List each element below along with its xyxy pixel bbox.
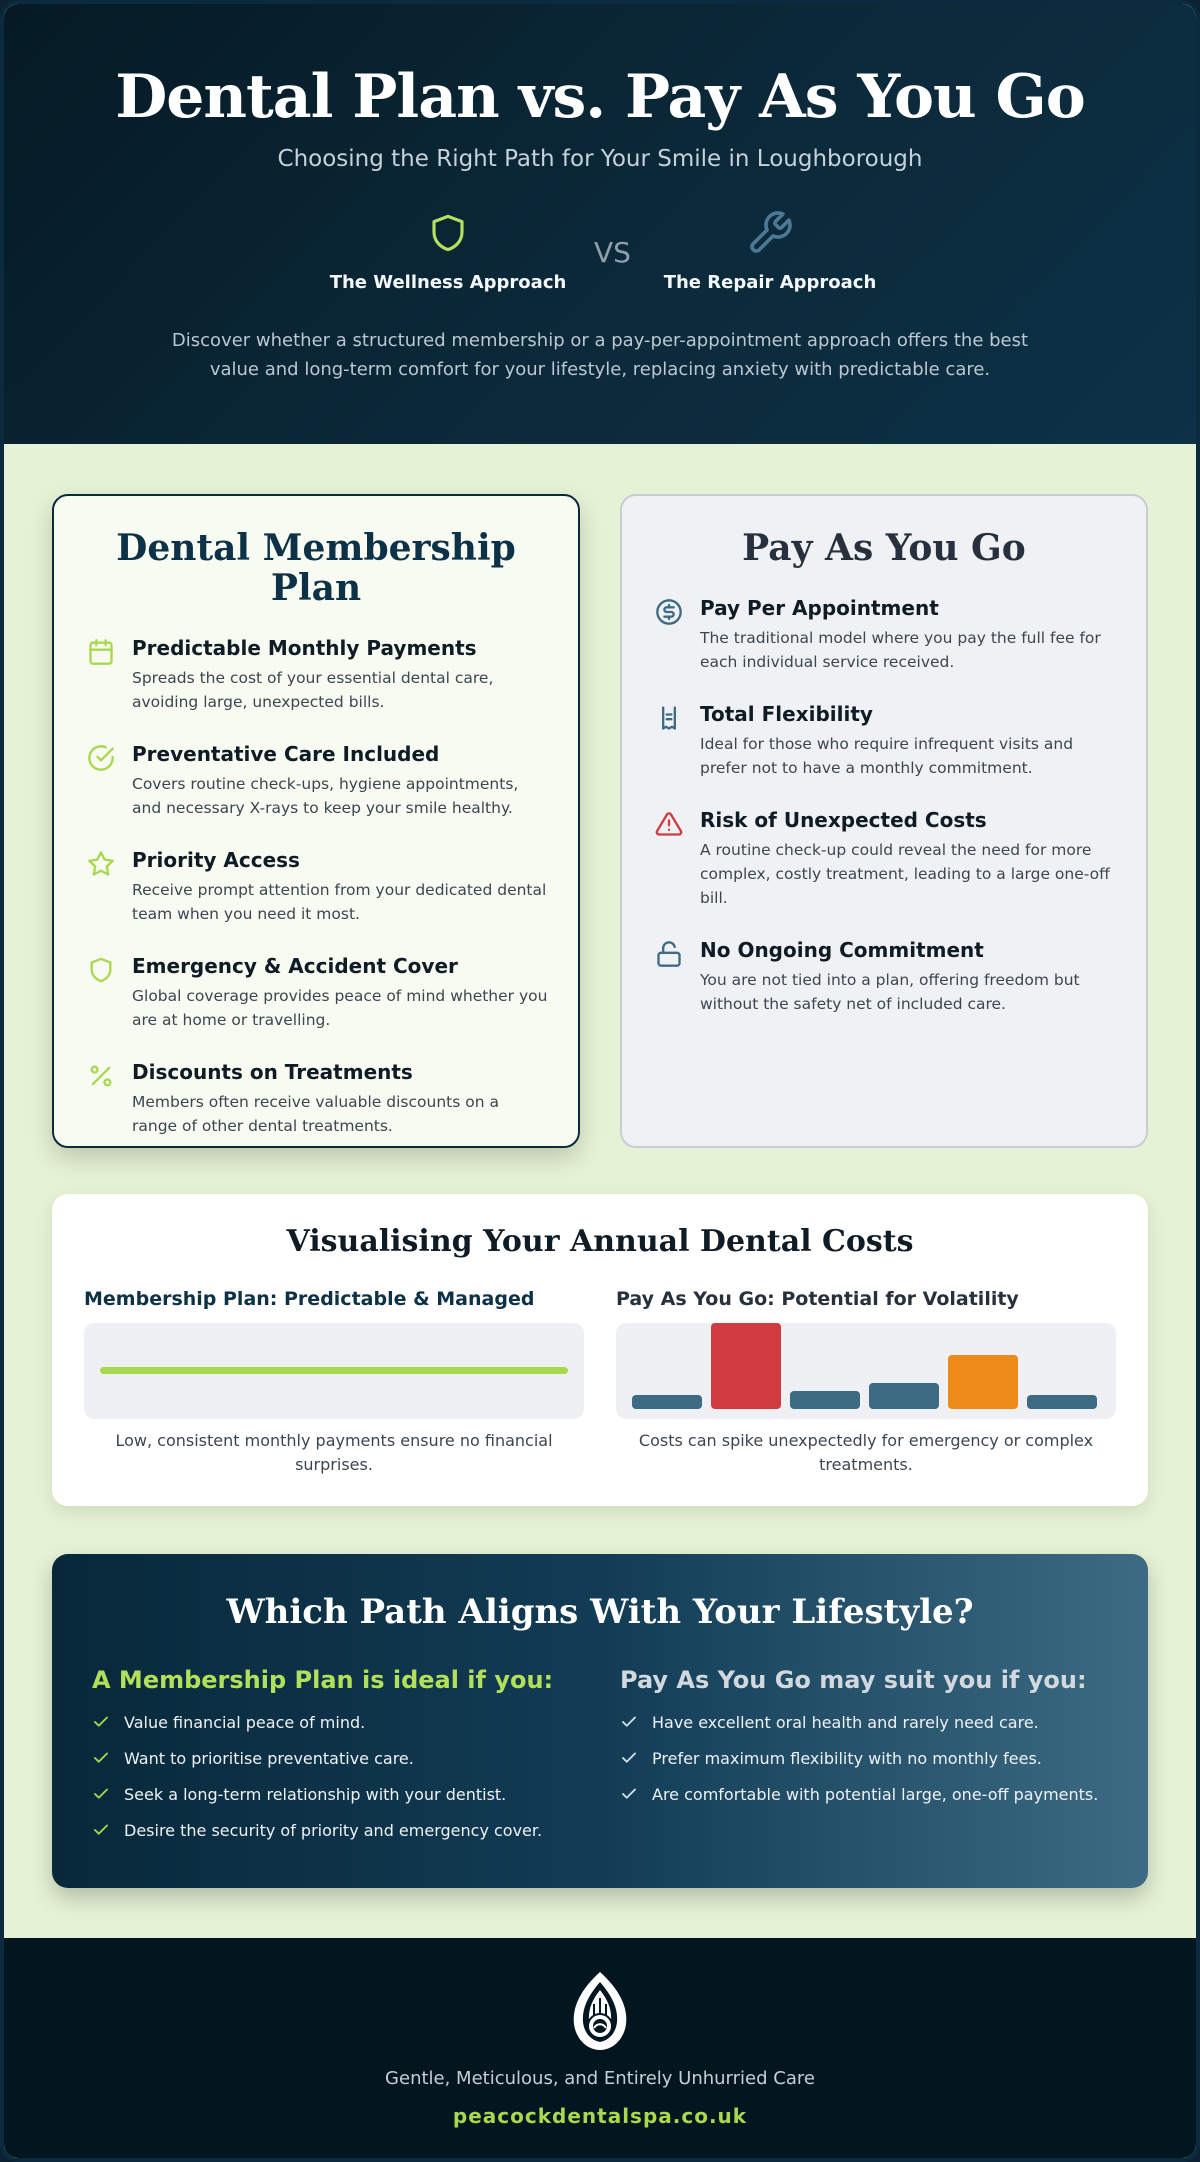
list-item-text: Desire the security of priority and emergency cover. [124,1820,543,1840]
membership-cost-desc: Low, consistent monthly payments ensure no financial surprises. [115,1431,553,1474]
footer [4,1938,1196,2162]
repair-approach [640,208,900,293]
list-item-text: Have excellent oral health and rarely need care. [652,1712,1039,1732]
feature-desc: You are not tied into a plan, offering freedom but without the safety net of included care. [700,971,1080,1013]
annual-costs-panel [52,1194,1148,1506]
feature-desc: Members often receive valuable discounts on a range of other dental treatments. [132,1093,499,1135]
list-item-text: Are comfortable with potential large, one-off payments. [652,1784,1099,1804]
footer-tagline: Gentle, Meticulous, and Entirely Unhurried Care [385,2068,815,2089]
page-title: Dental Plan vs. Pay As You Go [115,62,1085,132]
payg-card-title: Pay As You Go [742,527,1026,569]
costs-title: Visualising Your Annual Dental Costs [286,1224,914,1259]
payg-cost-graphic [616,1323,1116,1419]
feature-title: Pay Per Appointment [700,596,939,620]
feature-title: Priority Access [132,848,300,872]
website-link[interactable]: peacockdentalspa.co.uk [452,2104,748,2128]
list-item [92,1704,592,1740]
payg-cost-title: Pay As You Go: Potential for Volatility [616,1288,1019,1310]
feature-title: Emergency & Accident Cover [132,954,458,978]
feature-title: No Ongoing Commitment [700,938,984,962]
check-icon [92,1785,110,1803]
cost-bar [790,1391,860,1409]
feature-title: Predictable Monthly Payments [132,636,477,660]
list-item-text: Value financial peace of mind. [124,1712,366,1732]
check-icon [620,1749,638,1767]
receipt-icon [655,704,683,732]
feature-item [84,636,548,714]
star-icon [87,850,115,878]
feature-item [652,702,1116,780]
feature-item [84,1060,548,1138]
feature-desc: A routine check-up could reveal the need for more complex, costly treatment, leading to a large one-off bill. [700,841,1110,907]
cost-bar [632,1395,702,1409]
membership-cost-column [84,1288,584,1477]
feature-item [84,848,548,926]
lifestyle-title: Which Path Aligns With Your Lifestyle? [226,1592,974,1632]
feature-item [84,954,548,1032]
shield-icon [87,956,115,984]
check-icon [92,1749,110,1767]
membership-suitability-title: A Membership Plan is ideal if you: [92,1666,554,1694]
repair-approach-label: The Repair Approach [663,272,877,293]
page-subtitle: Choosing the Right Path for Your Smile in Loughborough [277,146,923,172]
list-item [620,1740,1140,1776]
list-item-text: Prefer maximum flexibility with no monthly fees. [652,1748,1042,1768]
vs-label: VS [594,236,631,269]
membership-cost-title: Membership Plan: Predictable & Managed [84,1288,535,1310]
feature-desc: Covers routine check-ups, hygiene appointments, and necessary X-rays to keep your smile healthy. [132,775,519,817]
payg-card [620,494,1148,1148]
feature-desc: The traditional model where you pay the full fee for each individual service received. [700,629,1101,671]
check-icon [620,1713,638,1731]
payg-suitability-title: Pay As You Go may suit you if you: [620,1666,1087,1694]
list-item [620,1704,1140,1740]
list-item [92,1740,592,1776]
wellness-approach-label: The Wellness Approach [329,272,567,293]
wrench-icon [746,209,794,257]
check-icon [92,1821,110,1839]
cost-bar [869,1383,939,1409]
wellness-approach [318,208,578,293]
cost-bar [948,1355,1018,1409]
calendar-icon [87,638,115,666]
feature-desc: Global coverage provides peace of mind whether you are at home or travelling. [132,987,548,1029]
membership-cost-graphic [84,1323,584,1419]
feature-desc: Spreads the cost of your essential dental care, avoiding large, unexpected bills. [132,669,494,711]
list-item [92,1812,592,1848]
feature-item [652,596,1116,674]
intro-text: Discover whether a structured membership or a pay-per-appointment approach offers the best value and long-term comfort for your lifestyle, replacing anxiety with predictable care. [171,330,1029,380]
feature-title: Total Flexibility [700,702,873,726]
feature-desc: Receive prompt attention from your dedicated dental team when you need it most. [132,881,547,923]
list-item-text: Want to prioritise preventative care. [124,1748,414,1768]
feature-desc: Ideal for those who require infrequent visits and prefer not to have a monthly commitment. [700,735,1074,777]
list-item [92,1776,592,1812]
check-icon [92,1713,110,1731]
check-circle-icon [87,744,115,772]
dollar-circle-icon [655,598,683,626]
warning-icon [655,810,683,838]
payg-cost-bars [616,1323,1116,1419]
flat-cost-line [100,1367,568,1374]
feature-item [652,938,1116,1016]
payg-suitability [620,1666,1140,1812]
cost-bar [711,1323,781,1409]
payg-cost-desc: Costs can spike unexpectedly for emergency or complex treatments. [638,1431,1094,1474]
feature-item [84,742,548,820]
membership-card-title: Dental Membership Plan [116,527,516,609]
membership-card [52,494,580,1148]
cost-bar [1027,1395,1097,1409]
check-icon [620,1785,638,1803]
list-item [620,1776,1140,1812]
payg-cost-column [616,1288,1116,1477]
feature-item [652,808,1116,910]
lifestyle-panel [52,1554,1148,1888]
list-item-text: Seek a long-term relationship with your dentist. [124,1784,507,1804]
membership-suitability [92,1666,592,1848]
feature-title: Preventative Care Included [132,742,440,766]
feature-title: Discounts on Treatments [132,1060,413,1084]
feature-title: Risk of Unexpected Costs [700,808,987,832]
hero-header [4,4,1196,444]
percent-icon [87,1062,115,1090]
shield-icon [427,209,469,257]
unlock-icon [655,940,683,968]
peacock-logo [566,1968,634,2052]
